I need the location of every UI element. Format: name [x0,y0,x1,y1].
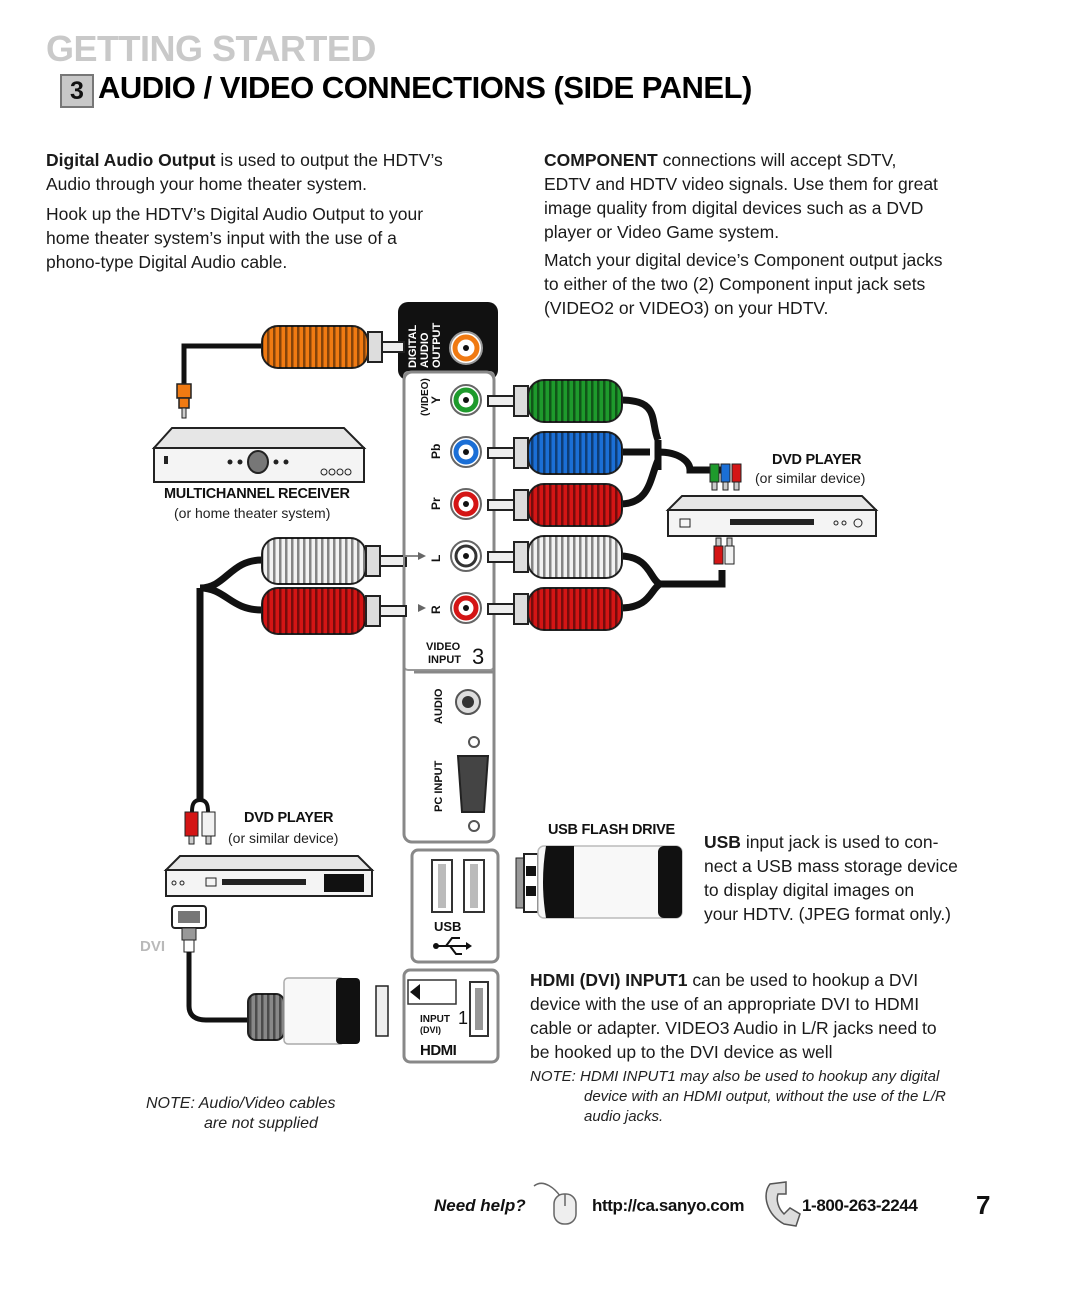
text-line: Audio through your home theater system. [46,174,368,194]
jack-pc-vga [458,737,488,831]
usb-flash-drive-label: USB FLASH DRIVE [548,822,675,838]
plug-audio-white-left [262,538,406,584]
step-number-badge: 3 [60,74,94,108]
dvd-bottom-sublabel: (or similar device) [228,830,339,846]
text-line: cable or adapter. VIDEO3 Audio in L/R jacks need to [530,1018,937,1038]
support-phone: 1-800-263-2244 [802,1196,918,1215]
panel-video-label: VIDEO [426,641,461,653]
text-line: audio jacks. [584,1108,664,1125]
text-line: phono-type Digital Audio cable. [46,252,288,272]
jack-pc-audio [456,690,480,714]
hdmi-logo: HDMI [420,1042,457,1059]
usb-flash-drive [516,846,682,918]
text-line: (VIDEO2 or VIDEO3) on your HDTV. [544,298,829,318]
panel-y-label: Y [429,395,443,404]
hdmi-paragraph [530,968,998,1064]
dvd-top-label: DVD PLAYER [772,452,862,468]
text-line: to either of the two (2) Component input jack sets [544,274,926,294]
text-line: is used to output the HDTV’s [215,150,443,170]
panel-l-label: L [429,554,443,562]
dvd-top-sublabel: (or similar device) [755,470,866,486]
text-line: image quality from digital devices such as a DVD [544,198,924,218]
panel-audio-label: AUDIO [419,332,431,368]
dvd-bottom-label: DVD PLAYER [244,810,334,826]
need-help-text: Need help? [434,1196,526,1215]
text-line: to display digital images on [704,880,915,900]
jack-pb [451,437,481,467]
jack-pr [451,489,481,519]
plug-audio-red-right [488,588,622,630]
plug-digital-audio-orange [262,326,404,368]
text-line: input jack is used to con- [740,832,939,852]
panel-pb-label: Pb [429,443,443,459]
text-line: Hook up the HDTV’s Digital Audio Output to your [46,204,424,224]
hdmi-bold: HDMI (DVI) INPUT1 [530,970,688,990]
text-line: your HDTV. (JPEG format only.) [704,904,952,924]
small-plugs-audio-right [714,538,734,564]
plug-component-blue [488,432,622,474]
text-line: device with the use of an appropriate DVI to HDMI [530,994,920,1014]
component-bold: COMPONENT [544,150,658,170]
receiver-label: MULTICHANNEL RECEIVER [164,486,350,502]
plug-component-green [488,380,622,422]
cables-note [146,1094,335,1134]
panel-pc-input-label: PC INPUT [433,760,445,812]
dvi-label: DVI [140,938,166,955]
section-title: GETTING STARTED [46,28,376,69]
dvi-connector [172,906,206,952]
jack-y [451,385,481,415]
small-plug-orange [177,384,191,418]
receiver-sublabel: (or home theater system) [174,505,331,521]
text-line: can be used to hookup a DVI [687,970,919,990]
jack-digital-audio-output [450,332,482,364]
jack-r [451,593,481,623]
multichannel-receiver [154,428,364,482]
plug-component-red [488,484,622,526]
page-title: AUDIO / VIDEO CONNECTIONS (SIDE PANEL) [98,70,752,105]
text-line: NOTE: HDMI INPUT1 may also be used to hookup any digital [530,1068,940,1085]
plug-audio-white-right [488,536,622,578]
text-line: nect a USB mass storage device [704,856,958,876]
text-line: NOTE: Audio/Video cables [146,1095,336,1112]
dvd-player-bottom [166,856,372,896]
text-line: home theater system’s input with the use of a [46,228,397,248]
usb-bold: USB [704,832,741,852]
panel-digital-label: DIGITAL [407,324,419,368]
phone-handset-icon [766,1182,800,1226]
hdmi-plug [248,978,388,1044]
text-line: device with an HDMI output, without the use of the L/R [584,1088,946,1105]
jack-l [451,541,481,571]
small-plugs-component [710,464,741,490]
page-number: 7 [976,1190,991,1220]
panel-input3-number: 3 [472,644,485,669]
panel-input1-label: INPUT [420,1014,450,1025]
usb-paragraph [704,830,1001,926]
tv-side-panel [398,302,498,1062]
hdmi-note [530,1067,1000,1127]
dvd-player-top [668,496,876,536]
text-line: player or Video Game system. [544,222,780,242]
support-url-link[interactable]: http://ca.sanyo.com [592,1196,745,1215]
panel-usb-label: USB [434,919,462,934]
panel-r-label: R [429,605,443,614]
text-line: be hooked up to the DVI device as well [530,1042,833,1062]
panel-video-paren-label: (VIDEO) [420,378,431,416]
panel-pr-label: Pr [429,497,443,510]
small-plugs-dvd-bottom [185,812,215,844]
plug-audio-red-left [262,588,406,634]
panel-audio-vertical-label: AUDIO [433,688,445,724]
panel-input1-number: 1 [458,1008,469,1028]
mouse-icon [534,1183,576,1224]
text-line: connections will accept SDTV, [657,150,897,170]
text-line: EDTV and HDTV video signals. Use them for great [544,174,938,194]
panel-input-label: INPUT [428,654,461,666]
panel-output-label: OUTPUT [431,322,443,368]
text-line: Match your digital device’s Component output jacks [544,250,943,270]
panel-dvi-label: (DVI) [420,1025,441,1035]
digital-audio-bold: Digital Audio Output [46,150,216,170]
text-line: are not supplied [204,1115,318,1132]
